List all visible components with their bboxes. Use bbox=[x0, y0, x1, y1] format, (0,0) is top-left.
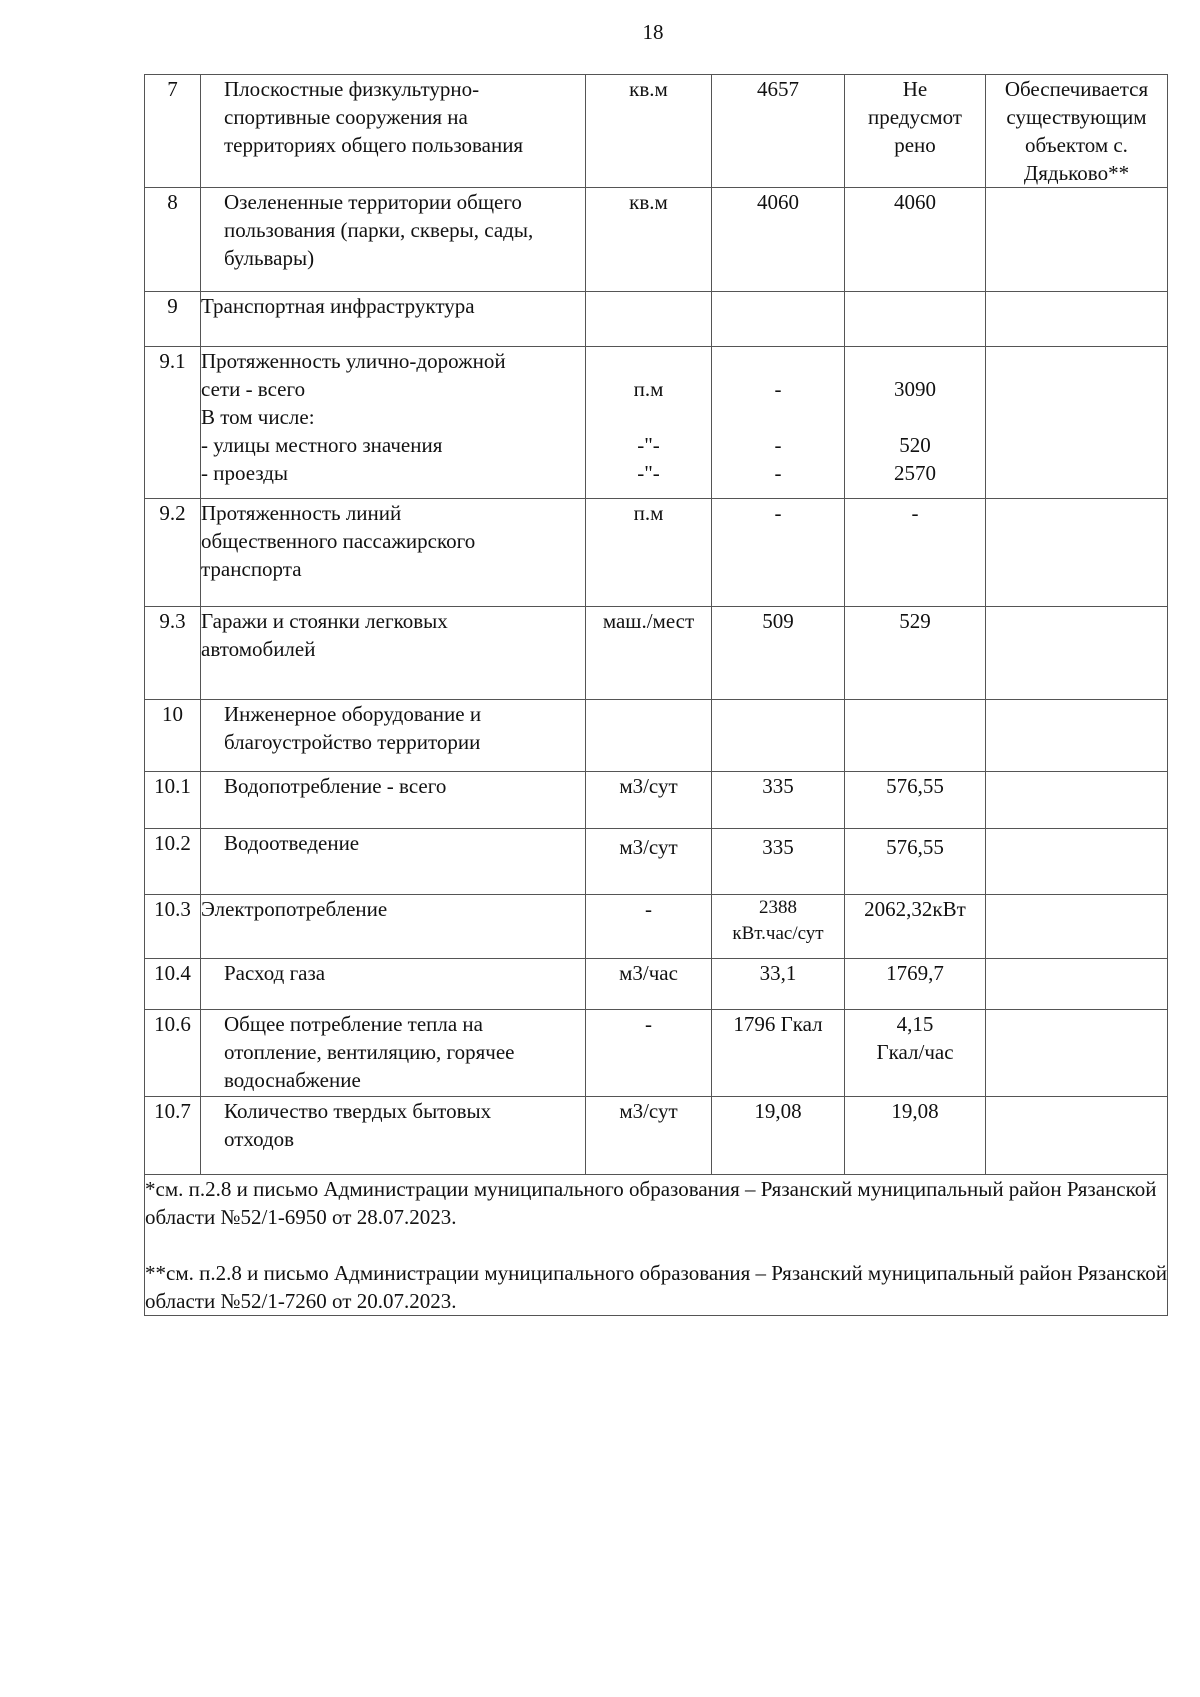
footnote-2: **см. п.2.8 и письмо Администрации муниципального образования – Рязанский муниципальный район Рязанской области №52/1-7260 от 20.07.2023. bbox=[145, 1261, 1167, 1313]
table-row bbox=[145, 607, 1168, 700]
cell-line: п.м bbox=[633, 501, 664, 525]
cell-line: 33,1 bbox=[759, 961, 797, 985]
cell-line: Общее потребление тепла на bbox=[224, 1012, 483, 1036]
row-number: 8 bbox=[145, 188, 201, 292]
row-name bbox=[201, 772, 586, 829]
cell-line: сети - всего bbox=[201, 377, 306, 401]
cell-line: объектом с. bbox=[1025, 133, 1128, 157]
cell-line: 19,08 bbox=[754, 1099, 802, 1123]
row-note bbox=[986, 829, 1168, 895]
row-planned bbox=[845, 1010, 986, 1097]
cell-line: территориях общего пользования bbox=[224, 133, 524, 157]
cell-line: - bbox=[645, 1012, 652, 1036]
cell-line bbox=[586, 347, 711, 375]
cell-line bbox=[586, 403, 711, 431]
cell-line: 576,55 bbox=[886, 835, 944, 859]
row-existing bbox=[712, 607, 845, 700]
row-number: 7 bbox=[145, 75, 201, 188]
row-unit bbox=[586, 75, 712, 188]
row-existing bbox=[712, 959, 845, 1010]
row-name bbox=[201, 188, 586, 292]
cell-line: Количество твердых бытовых bbox=[224, 1099, 492, 1123]
cell-line: 4,15 bbox=[896, 1012, 934, 1036]
cell-line: - bbox=[911, 501, 919, 525]
cell-line: - bbox=[774, 377, 782, 401]
row-note bbox=[986, 895, 1168, 959]
row-name bbox=[201, 292, 586, 347]
cell-line: - bbox=[774, 433, 782, 457]
row-planned bbox=[845, 959, 986, 1010]
row-existing bbox=[712, 347, 845, 499]
row-unit bbox=[586, 347, 712, 499]
cell-line: спортивные сооружения на bbox=[224, 105, 468, 129]
table-row bbox=[145, 1010, 1168, 1097]
cell-line: Электропотребление bbox=[201, 897, 388, 921]
cell-line: 19,08 bbox=[891, 1099, 939, 1123]
row-unit bbox=[586, 700, 712, 772]
row-existing bbox=[712, 772, 845, 829]
row-existing bbox=[712, 292, 845, 347]
cell-line: Инженерное оборудование и bbox=[224, 702, 482, 726]
cell-line: Не bbox=[902, 77, 928, 101]
row-name bbox=[201, 607, 586, 700]
table-row bbox=[145, 829, 1168, 895]
footnotes bbox=[145, 1175, 1168, 1316]
cell-line: водоснабжение bbox=[224, 1068, 361, 1092]
row-number: 10.1 bbox=[145, 772, 201, 829]
cell-line: Транспортная инфраструктура bbox=[201, 294, 475, 318]
row-unit bbox=[586, 895, 712, 959]
row-number: 10.6 bbox=[145, 1010, 201, 1097]
row-existing bbox=[712, 700, 845, 772]
cell-line: маш./мест bbox=[602, 609, 695, 633]
row-planned bbox=[845, 75, 986, 188]
cell-line: - проезды bbox=[201, 461, 289, 485]
cell-line: 1796 Гкал bbox=[733, 1012, 823, 1036]
cell-line: В том числе: bbox=[201, 405, 315, 429]
cell-line: 4060 bbox=[894, 190, 936, 214]
table-row bbox=[145, 292, 1168, 347]
page-number: 18 bbox=[642, 20, 664, 44]
cell-line: 2388 bbox=[759, 897, 797, 918]
cell-line: Протяженность линий bbox=[201, 501, 402, 525]
row-number: 10.3 bbox=[145, 895, 201, 959]
cell-line: - улицы местного значения bbox=[201, 433, 443, 457]
row-number: 9.3 bbox=[145, 607, 201, 700]
row-unit bbox=[586, 188, 712, 292]
cell-line: -"- bbox=[637, 461, 660, 485]
cell-line: 335 bbox=[762, 774, 794, 798]
row-note bbox=[986, 959, 1168, 1010]
cell-line: кв.м bbox=[629, 77, 668, 101]
row-number: 10 bbox=[145, 700, 201, 772]
cell-line: кВт.час/сут bbox=[732, 923, 824, 944]
row-note bbox=[986, 499, 1168, 607]
row-unit bbox=[586, 607, 712, 700]
table-row bbox=[145, 959, 1168, 1010]
cell-line: м3/сут bbox=[619, 1099, 678, 1123]
row-existing bbox=[712, 1010, 845, 1097]
cell-line: существующим bbox=[1006, 105, 1147, 129]
cell-line: 576,55 bbox=[886, 774, 944, 798]
row-planned bbox=[845, 499, 986, 607]
row-existing bbox=[712, 188, 845, 292]
cell-line: 520 bbox=[899, 433, 931, 457]
table-row bbox=[145, 1097, 1168, 1175]
cell-line: кв.м bbox=[629, 190, 668, 214]
table-row bbox=[145, 499, 1168, 607]
cell-line: 4060 bbox=[757, 190, 799, 214]
row-existing bbox=[712, 499, 845, 607]
row-name bbox=[201, 1097, 586, 1175]
row-name bbox=[201, 347, 586, 499]
row-name bbox=[201, 700, 586, 772]
row-unit bbox=[586, 959, 712, 1010]
row-unit bbox=[586, 292, 712, 347]
row-existing bbox=[712, 1097, 845, 1175]
row-number: 9 bbox=[145, 292, 201, 347]
cell-line: - bbox=[774, 501, 782, 525]
row-unit bbox=[586, 1097, 712, 1175]
table-row bbox=[145, 347, 1168, 499]
table-row bbox=[145, 772, 1168, 829]
row-name bbox=[201, 1010, 586, 1097]
cell-line: предусмот bbox=[868, 105, 962, 129]
cell-line: Расход газа bbox=[224, 961, 326, 985]
cell-line: 509 bbox=[762, 609, 794, 633]
row-name bbox=[201, 895, 586, 959]
row-note bbox=[986, 607, 1168, 700]
row-name bbox=[201, 499, 586, 607]
cell-line: рено bbox=[894, 133, 936, 157]
row-existing bbox=[712, 829, 845, 895]
indicators-table bbox=[144, 74, 1168, 1316]
row-name bbox=[201, 959, 586, 1010]
cell-line: Плоскостные физкультурно- bbox=[224, 77, 480, 101]
cell-line: м3/сут bbox=[619, 774, 678, 798]
cell-line: 2570 bbox=[894, 461, 936, 485]
cell-line: м3/час bbox=[619, 961, 678, 985]
cell-line: благоустройство территории bbox=[224, 730, 481, 754]
row-name bbox=[201, 829, 586, 895]
cell-line: 335 bbox=[762, 835, 794, 859]
row-existing bbox=[712, 75, 845, 188]
cell-line: м3/сут bbox=[619, 835, 678, 859]
cell-line: Водопотребление - всего bbox=[224, 774, 447, 798]
table-row bbox=[145, 895, 1168, 959]
row-planned bbox=[845, 772, 986, 829]
row-unit bbox=[586, 829, 712, 895]
row-planned bbox=[845, 188, 986, 292]
cell-line: Протяженность улично-дорожной bbox=[201, 349, 506, 373]
table-row bbox=[145, 188, 1168, 292]
row-note bbox=[986, 292, 1168, 347]
row-planned bbox=[845, 700, 986, 772]
cell-line: автомобилей bbox=[201, 637, 316, 661]
row-number: 9.2 bbox=[145, 499, 201, 607]
table-row bbox=[145, 75, 1168, 188]
cell-line: пользования (парки, скверы, сады, bbox=[224, 218, 534, 242]
cell-line: Дядьково** bbox=[1023, 161, 1130, 185]
row-planned bbox=[845, 292, 986, 347]
footnotes-row bbox=[145, 1175, 1168, 1316]
cell-line: - bbox=[645, 897, 652, 921]
footnote-1: *см. п.2.8 и письмо Администрации муниципального образования – Рязанский муниципальный район Рязанской области №52/1-6950 от 28.07.2023. bbox=[145, 1177, 1157, 1229]
cell-line: Обеспечивается bbox=[1004, 77, 1149, 101]
cell-line bbox=[712, 403, 844, 431]
cell-line bbox=[845, 403, 985, 431]
row-existing bbox=[712, 895, 845, 959]
cell-line: отходов bbox=[224, 1127, 295, 1151]
cell-line: 3090 bbox=[894, 377, 936, 401]
cell-line bbox=[712, 347, 844, 375]
cell-line: Гаражи и стоянки легковых bbox=[201, 609, 448, 633]
cell-line: 2062,32кВт bbox=[864, 897, 966, 921]
row-note bbox=[986, 188, 1168, 292]
row-planned bbox=[845, 829, 986, 895]
cell-line: 1769,7 bbox=[886, 961, 944, 985]
cell-line: 4657 bbox=[757, 77, 799, 101]
row-number: 10.4 bbox=[145, 959, 201, 1010]
row-unit bbox=[586, 1010, 712, 1097]
cell-line: транспорта bbox=[201, 557, 302, 581]
cell-line bbox=[845, 347, 985, 375]
row-number: 10.7 bbox=[145, 1097, 201, 1175]
cell-line: -"- bbox=[637, 433, 660, 457]
row-note bbox=[986, 1097, 1168, 1175]
row-number: 10.2 bbox=[145, 829, 201, 895]
row-planned bbox=[845, 347, 986, 499]
cell-line: общественного пассажирского bbox=[201, 529, 476, 553]
cell-line: отопление, вентиляцию, горячее bbox=[224, 1040, 515, 1064]
row-planned bbox=[845, 607, 986, 700]
cell-line: 529 bbox=[899, 609, 931, 633]
cell-line: Озелененные территории общего bbox=[224, 190, 522, 214]
row-note bbox=[986, 347, 1168, 499]
row-note bbox=[986, 772, 1168, 829]
row-planned bbox=[845, 1097, 986, 1175]
row-unit bbox=[586, 499, 712, 607]
cell-line: - bbox=[774, 461, 782, 485]
row-note bbox=[986, 1010, 1168, 1097]
table-row bbox=[145, 700, 1168, 772]
cell-line: бульвары) bbox=[224, 246, 315, 270]
row-note bbox=[986, 75, 1168, 188]
cell-line: п.м bbox=[633, 377, 664, 401]
cell-line: Водоотведение bbox=[224, 831, 360, 855]
cell-line: Гкал/час bbox=[876, 1040, 954, 1064]
row-planned bbox=[845, 895, 986, 959]
row-unit bbox=[586, 772, 712, 829]
row-note bbox=[986, 700, 1168, 772]
row-name bbox=[201, 75, 586, 188]
row-number: 9.1 bbox=[145, 347, 201, 499]
